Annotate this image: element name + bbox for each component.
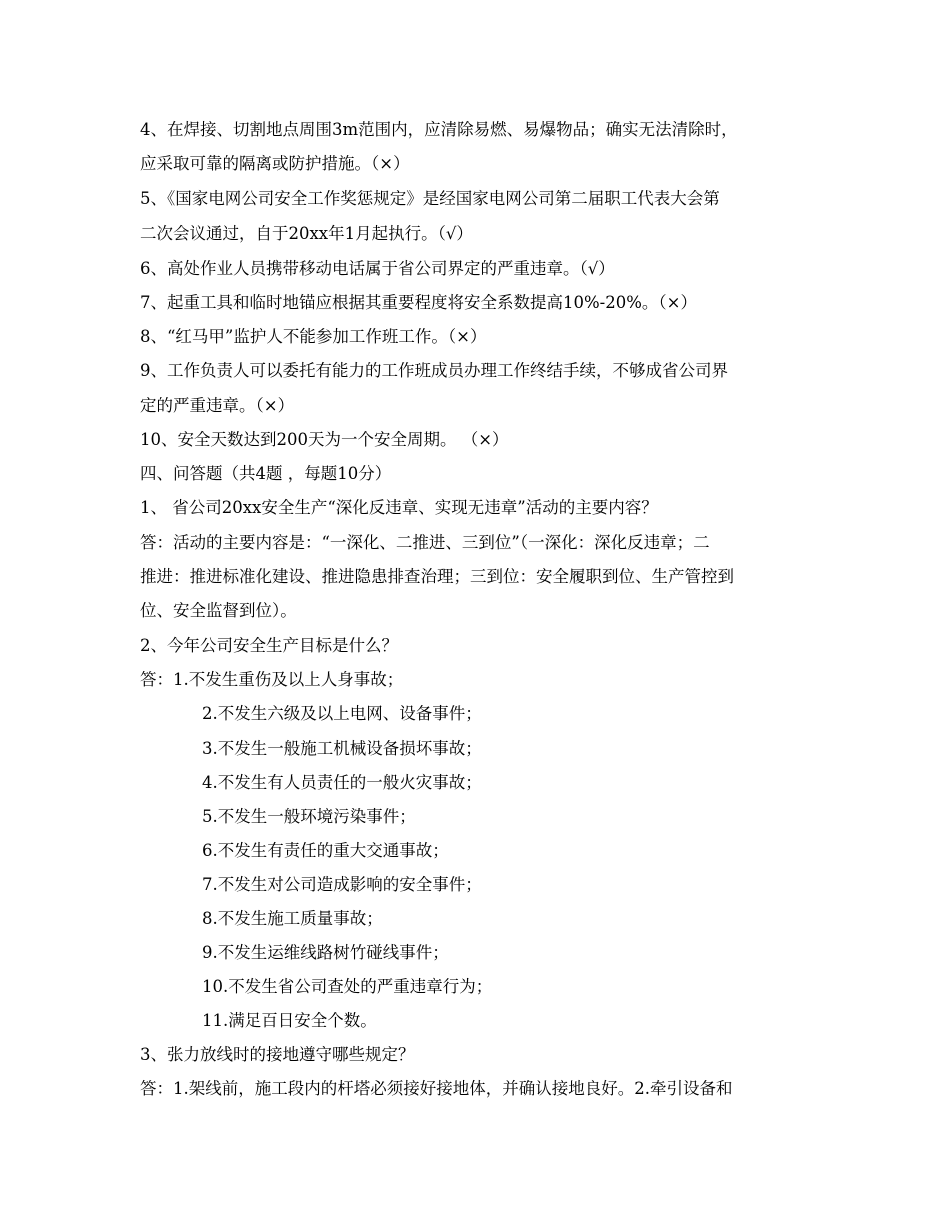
list-item: 2.不发生六级及以上电网、设备事件； [202,704,482,723]
answer-line: 答：1.架线前，施工段内的杆塔必须接好接地体，并确认接地良好。2.牵引设备和 [140,1079,733,1098]
answer-line: 答：1.不发生重伤及以上人身事故； [140,670,404,689]
list-item: 10.不发生省公司查处的严重违章行为； [202,977,493,996]
list-item: 9.不发生运维线路树竹碰线事件； [202,943,449,962]
list-item: 8.不发生施工质量事故； [202,909,383,928]
text-line: 4、在焊接、切割地点周围3m范围内，应清除易燃、易爆物品；确实无法清除时， [140,120,738,139]
list-item: 7.不发生对公司造成影响的安全事件； [202,875,482,894]
answer-line: 推进：推进标准化建设、推进隐患排查治理；三到位：安全履职到位、生产管控到 [140,567,734,586]
question: 3、张力放线时的接地遵守哪些规定？ [140,1045,415,1064]
list-item: 3.不发生一般施工机械设备损坏事故； [202,739,482,758]
answer-line: 位、安全监督到位）。 [140,601,297,620]
text-line: 二次会议通过，自于20xx年1月起执行。（√） [140,224,473,243]
question: 2、今年公司安全生产目标是什么？ [140,636,398,655]
list-item: 4.不发生有人员责任的一般火灾事故； [202,773,482,792]
text-line: 7、起重工具和临时地锚应根据其重要程度将安全系数提高10%-20%。（×） [140,293,697,312]
text-line: 5、《国家电网公司安全工作奖惩规定》是经国家电网公司第二届职工代表大会第 [140,189,720,208]
question: 1、 省公司20xx安全生产“深化反违章、实现无违章”活动的主要内容？ [140,498,658,517]
list-item: 5.不发生一般环境污染事件； [202,807,416,826]
text-line: 10、安全天数达到200天为一个安全周期。 （×） [140,430,509,449]
text-line: 应采取可靠的隔离或防护措施。（×） [140,154,410,173]
answer-line: 答：活动的主要内容是：“一深化、二推进、三到位”（一深化：深化反违章；二 [140,533,710,552]
text-line: 6、高处作业人员携带移动电话属于省公司界定的严重违章。（√） [140,259,615,278]
section-heading: 四、问答题（共4题 ，每题10分） [140,464,392,483]
text-line: 9、工作负责人可以委托有能力的工作班成员办理工作终结手续，不够成省公司界 [140,361,728,380]
text-line: 定的严重违章。（×） [140,396,295,415]
text-line: 8、“红马甲”监护人不能参加工作班工作。（×） [140,327,487,346]
list-item: 11.满足百日安全个数。 [202,1011,377,1030]
list-item: 6.不发生有责任的重大交通事故； [202,841,449,860]
